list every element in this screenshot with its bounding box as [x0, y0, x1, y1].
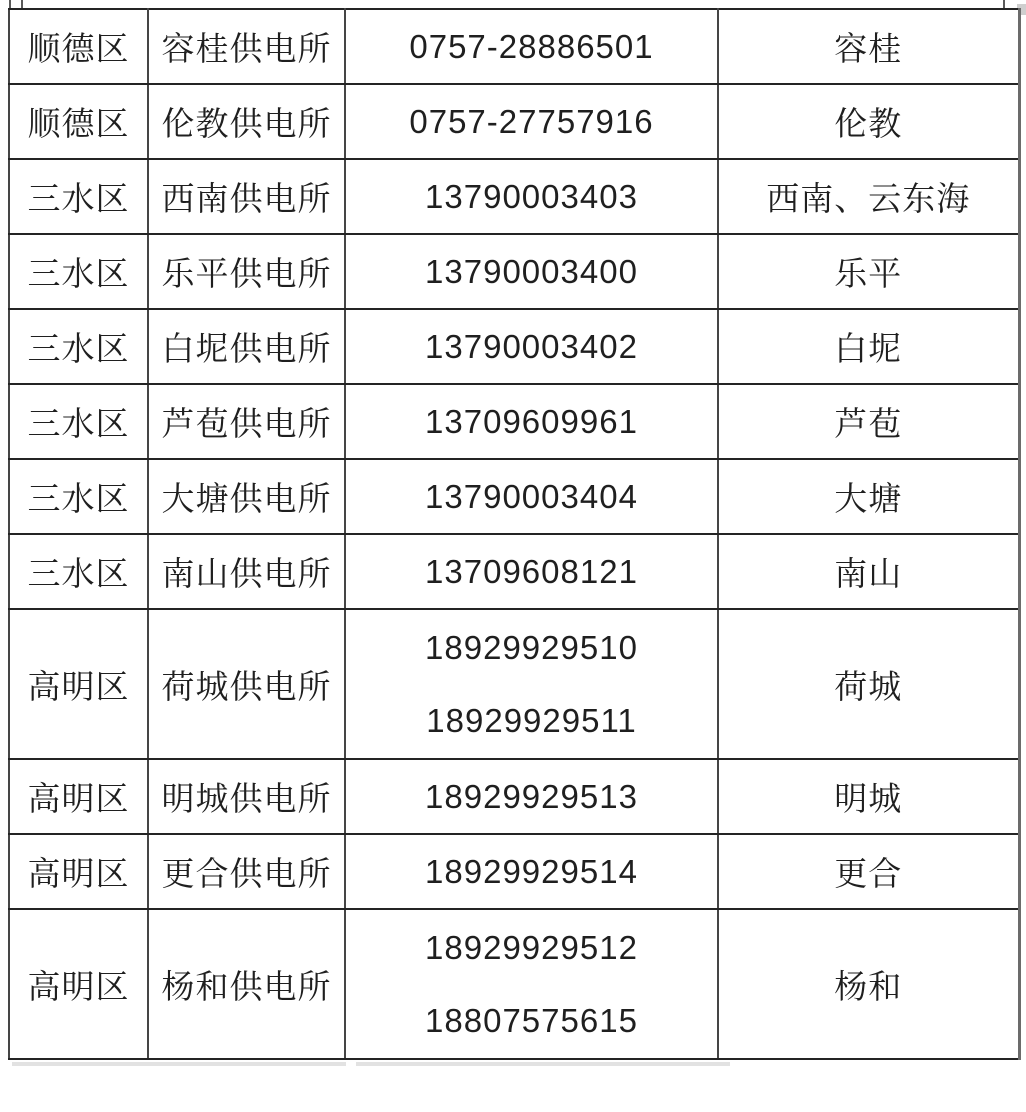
- district-cell: 顺德区: [9, 9, 148, 84]
- phone-number: 0757-27757916: [409, 103, 654, 140]
- phone-number: 13709609961: [425, 403, 638, 440]
- district-cell: 三水区: [9, 384, 148, 459]
- phone-number: 18929929513: [425, 778, 638, 815]
- station-cell: 白坭供电所: [148, 309, 345, 384]
- area-cell: 杨和: [718, 909, 1019, 1059]
- cropped-row-artifact-right: [1003, 0, 1005, 8]
- station-cell: 芦苞供电所: [148, 384, 345, 459]
- station-cell: 南山供电所: [148, 534, 345, 609]
- station-cell: 明城供电所: [148, 759, 345, 834]
- phone-stack: [346, 931, 717, 1037]
- station-cell: 容桂供电所: [148, 9, 345, 84]
- phone-number: 18929929510: [425, 629, 638, 666]
- table-row: [9, 309, 1019, 384]
- district-cell: 三水区: [9, 159, 148, 234]
- table-bottom-shadow: [356, 1062, 730, 1066]
- district-cell: 三水区: [9, 309, 148, 384]
- area-cell: 明城: [718, 759, 1019, 834]
- table-bottom-shadow: [12, 1062, 346, 1066]
- table-row: [9, 459, 1019, 534]
- area-cell: 容桂: [718, 9, 1019, 84]
- area-cell: 更合: [718, 834, 1019, 909]
- station-cell: 伦教供电所: [148, 84, 345, 159]
- phone-stack: [346, 405, 717, 438]
- district-cell: 高明区: [9, 909, 148, 1059]
- phone-number: 13790003400: [425, 253, 638, 290]
- phone-number: 18929929512: [425, 929, 638, 966]
- table-row: [9, 759, 1019, 834]
- contact-table-body: [9, 9, 1019, 1059]
- phone-stack: [346, 555, 717, 588]
- phone-stack: [346, 30, 717, 63]
- phone-cell: [345, 159, 718, 234]
- phone-number: 18929929511: [426, 702, 637, 739]
- table-row: [9, 609, 1019, 759]
- district-cell: 三水区: [9, 459, 148, 534]
- district-cell: 三水区: [9, 234, 148, 309]
- phone-cell: [345, 9, 718, 84]
- phone-cell: [345, 534, 718, 609]
- area-cell: 西南、云东海: [718, 159, 1019, 234]
- phone-number: 13790003402: [425, 328, 638, 365]
- table-row: [9, 384, 1019, 459]
- phone-stack: [346, 480, 717, 513]
- area-cell: 荷城: [718, 609, 1019, 759]
- station-cell: 杨和供电所: [148, 909, 345, 1059]
- phone-number: 13790003403: [425, 178, 638, 215]
- phone-cell: [345, 609, 718, 759]
- cropped-row-artifact-left: [9, 0, 23, 8]
- district-cell: 高明区: [9, 609, 148, 759]
- phone-number: 18929929514: [425, 853, 638, 890]
- phone-number: 13709608121: [425, 553, 638, 590]
- phone-cell: [345, 759, 718, 834]
- area-cell: 伦教: [718, 84, 1019, 159]
- phone-cell: [345, 234, 718, 309]
- table-row: [9, 909, 1019, 1059]
- station-cell: 乐平供电所: [148, 234, 345, 309]
- table-row: [9, 9, 1019, 84]
- area-cell: 白坭: [718, 309, 1019, 384]
- phone-stack: [346, 631, 717, 737]
- station-cell: 西南供电所: [148, 159, 345, 234]
- table-row: [9, 234, 1019, 309]
- phone-stack: [346, 330, 717, 363]
- table-row: [9, 534, 1019, 609]
- area-cell: 乐平: [718, 234, 1019, 309]
- district-cell: 高明区: [9, 834, 148, 909]
- phone-stack: [346, 255, 717, 288]
- table-row: [9, 84, 1019, 159]
- phone-cell: [345, 384, 718, 459]
- phone-stack: [346, 855, 717, 888]
- area-cell: 大塘: [718, 459, 1019, 534]
- area-cell: 南山: [718, 534, 1019, 609]
- phone-number: 0757-28886501: [409, 28, 654, 65]
- phone-number: 13790003404: [425, 478, 638, 515]
- district-cell: 三水区: [9, 534, 148, 609]
- station-cell: 荷城供电所: [148, 609, 345, 759]
- phone-stack: [346, 180, 717, 213]
- station-cell: 更合供电所: [148, 834, 345, 909]
- phone-cell: [345, 834, 718, 909]
- station-cell: 大塘供电所: [148, 459, 345, 534]
- phone-stack: [346, 105, 717, 138]
- phone-stack: [346, 780, 717, 813]
- phone-cell: [345, 459, 718, 534]
- district-cell: 高明区: [9, 759, 148, 834]
- area-cell: 芦苞: [718, 384, 1019, 459]
- table-row: [9, 834, 1019, 909]
- table-row: [9, 159, 1019, 234]
- phone-cell: [345, 84, 718, 159]
- phone-number: 18807575615: [425, 1002, 638, 1039]
- district-cell: 顺德区: [9, 84, 148, 159]
- contact-table: [8, 8, 1021, 1060]
- phone-cell: [345, 309, 718, 384]
- phone-cell: [345, 909, 718, 1059]
